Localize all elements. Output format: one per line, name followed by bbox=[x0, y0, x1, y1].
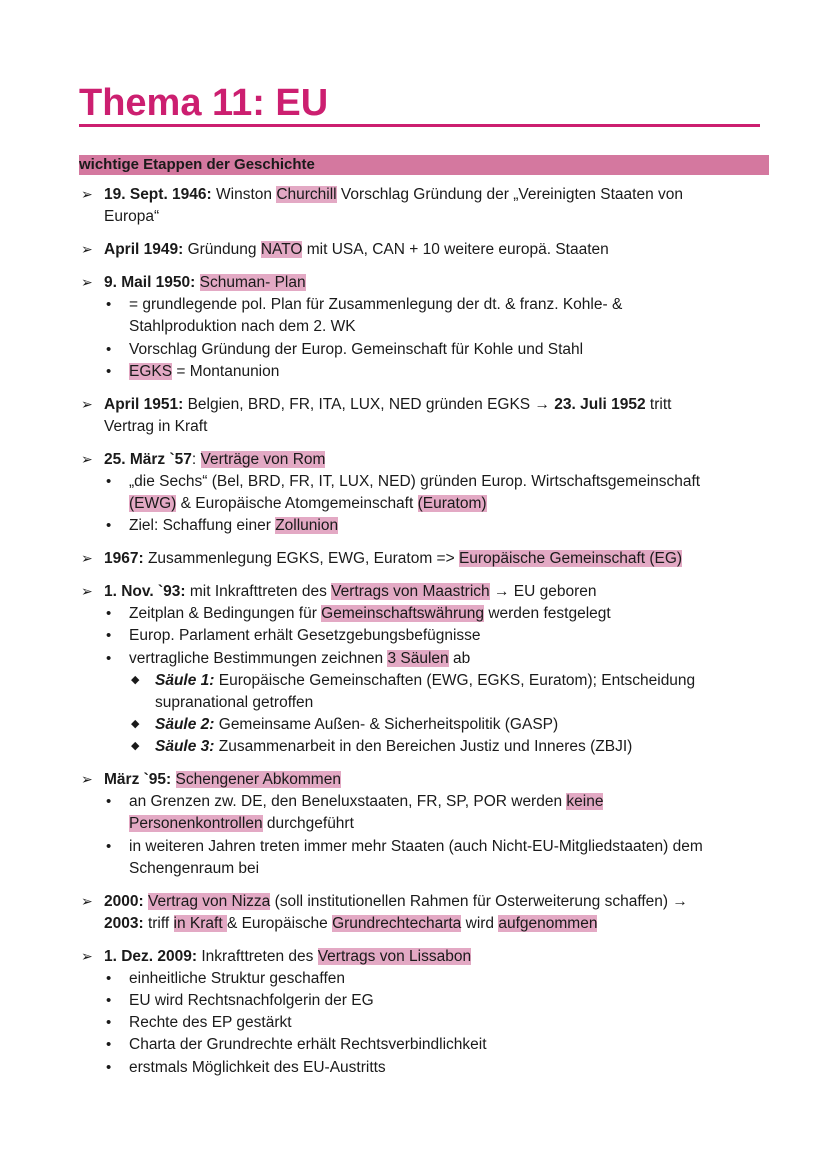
list-item: Europ. Parlament erhält Gesetzgebungsbefügnisse bbox=[129, 627, 481, 644]
arrow-bullet-icon: ➢ bbox=[81, 893, 93, 909]
page-title: Thema 11: EU bbox=[79, 82, 329, 124]
timeline-entry-1949: April 1949: Gründung NATO mit USA, CAN + 10 weitere europä. Staaten bbox=[104, 241, 609, 258]
bullet-dot-icon: • bbox=[106, 627, 112, 644]
list-item: Zeitplan & Bedingungen für Gemeinschaftswährung werden festgelegt bbox=[129, 605, 611, 622]
timeline-entry-1951-cont: Vertrag in Kraft bbox=[104, 418, 208, 435]
timeline-entry-1995: März `95: Schengener Abkommen bbox=[104, 771, 341, 788]
section-heading: wichtige Etappen der Geschichte bbox=[79, 155, 769, 175]
list-item: erstmals Möglichkeit des EU-Austritts bbox=[129, 1059, 386, 1076]
arrow-bullet-icon: ➢ bbox=[81, 274, 93, 290]
bullet-dot-icon: • bbox=[106, 793, 112, 810]
timeline-entry-2003: 2003: triff in Kraft & Europäische Grundrechtecharta wird aufgenommen bbox=[104, 915, 598, 932]
diamond-bullet-icon: ◆ bbox=[131, 674, 140, 686]
timeline-entry-1993: 1. Nov. `93: mit Inkrafttreten des Vertrags von Maastrich → EU geboren bbox=[104, 583, 597, 600]
sub-list-item: Säule 2: Gemeinsame Außen- & Sicherheitspolitik (GASP) bbox=[155, 716, 559, 733]
timeline-entry-2009: 1. Dez. 2009: Inkrafttreten des Vertrags von Lissabon bbox=[104, 948, 472, 965]
title-underline bbox=[79, 124, 760, 127]
bullet-dot-icon: • bbox=[106, 296, 112, 313]
list-item-cont: Personenkontrollen durchgeführt bbox=[129, 815, 354, 832]
list-item: Rechte des EP gestärkt bbox=[129, 1014, 292, 1031]
list-item-cont: Schengenraum bei bbox=[129, 860, 260, 877]
list-item: EGKS = Montanunion bbox=[129, 363, 280, 380]
sub-list-item: Säule 1: Europäische Gemeinschaften (EWG, EGKS, Euratom); Entscheidung bbox=[155, 672, 696, 689]
timeline-entry-2000: 2000: Vertrag von Nizza (soll institutionellen Rahmen für Osterweiterung schaffen) → bbox=[104, 893, 688, 910]
list-item: = grundlegende pol. Plan für Zusammenlegung der dt. & franz. Kohle- & bbox=[129, 296, 623, 313]
diamond-bullet-icon: ◆ bbox=[131, 740, 140, 752]
bullet-dot-icon: • bbox=[106, 1059, 112, 1076]
timeline-entry-1946-cont: Europa“ bbox=[104, 208, 160, 225]
arrow-bullet-icon: ➢ bbox=[81, 241, 93, 257]
arrow-bullet-icon: ➢ bbox=[81, 771, 93, 787]
arrow-bullet-icon: ➢ bbox=[81, 396, 93, 412]
bullet-dot-icon: • bbox=[106, 517, 112, 534]
bullet-dot-icon: • bbox=[106, 650, 112, 667]
bullet-dot-icon: • bbox=[106, 992, 112, 1009]
arrow-bullet-icon: ➢ bbox=[81, 583, 93, 599]
bullet-dot-icon: • bbox=[106, 838, 112, 855]
list-item: „die Sechs“ (Bel, BRD, FR, IT, LUX, NED) gründen Europ. Wirtschaftsgemeinschaft bbox=[129, 473, 701, 490]
bullet-dot-icon: • bbox=[106, 473, 112, 490]
timeline-entry-1946: 19. Sept. 1946: Winston Churchill Vorschlag Gründung der „Vereinigten Staaten von bbox=[104, 186, 684, 203]
list-item: Vorschlag Gründung der Europ. Gemeinschaft für Kohle und Stahl bbox=[129, 341, 584, 358]
bullet-dot-icon: • bbox=[106, 605, 112, 622]
timeline-entry-1967: 1967: Zusammenlegung EGKS, EWG, Euratom => Europäische Gemeinschaft (EG) bbox=[104, 550, 683, 567]
bullet-dot-icon: • bbox=[106, 1036, 112, 1053]
arrow-bullet-icon: ➢ bbox=[81, 550, 93, 566]
arrow-bullet-icon: ➢ bbox=[81, 948, 93, 964]
timeline-entry-1951: April 1951: Belgien, BRD, FR, ITA, LUX, NED gründen EGKS → 23. Juli 1952 tritt bbox=[104, 396, 672, 413]
bullet-dot-icon: • bbox=[106, 341, 112, 358]
list-item: an Grenzen zw. DE, den Beneluxstaaten, FR, SP, POR werden keine bbox=[129, 793, 604, 810]
bullet-dot-icon: • bbox=[106, 363, 112, 380]
timeline-entry-1950: 9. Mail 1950: Schuman- Plan bbox=[104, 274, 306, 291]
list-item: EU wird Rechtsnachfolgerin der EG bbox=[129, 992, 374, 1009]
arrow-bullet-icon: ➢ bbox=[81, 186, 93, 202]
list-item: vertragliche Bestimmungen zeichnen 3 Säulen ab bbox=[129, 650, 471, 667]
bullet-dot-icon: • bbox=[106, 970, 112, 987]
list-item: Ziel: Schaffung einer Zollunion bbox=[129, 517, 339, 534]
list-item-cont: (EWG) & Europäische Atomgemeinschaft (Euratom) bbox=[129, 495, 487, 512]
diamond-bullet-icon: ◆ bbox=[131, 718, 140, 730]
sub-list-item: Säule 3: Zusammenarbeit in den Bereichen Justiz und Inneres (ZBJI) bbox=[155, 738, 633, 755]
list-item-cont: Stahlproduktion nach dem 2. WK bbox=[129, 318, 356, 335]
arrow-bullet-icon: ➢ bbox=[81, 451, 93, 467]
list-item: Charta der Grundrechte erhält Rechtsverbindlichkeit bbox=[129, 1036, 487, 1053]
sub-list-item-cont: supranational getroffen bbox=[155, 694, 314, 711]
bullet-dot-icon: • bbox=[106, 1014, 112, 1031]
list-item: einheitliche Struktur geschaffen bbox=[129, 970, 345, 987]
list-item: in weiteren Jahren treten immer mehr Staaten (auch Nicht-EU-Mitgliedstaaten) dem bbox=[129, 838, 703, 855]
timeline-entry-1957: 25. März `57: Verträge von Rom bbox=[104, 451, 326, 468]
